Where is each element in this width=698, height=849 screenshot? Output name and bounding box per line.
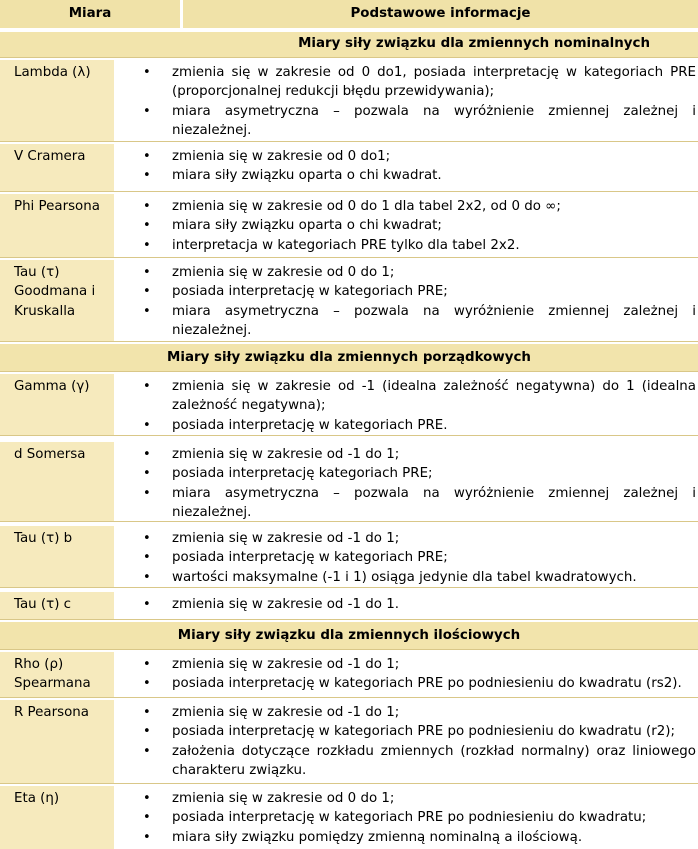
measure-name: Phi Pearsona [0,194,116,257]
table-row [0,700,698,784]
list-item: • zmienia się w zakresie od -1 do 1; [116,655,696,674]
list-item: • miara siły związku pomiędzy zmienną nominalną a ilościową. [116,828,696,847]
table-row [0,144,698,192]
table-row [0,526,698,588]
measure-name: Rho (ρ) Spearmana [0,652,116,697]
list-item: • miara siły związku oparta o chi kwadrat. [116,166,696,185]
list-item: • zmienia się w zakresie od -1 do 1. [116,595,696,614]
section-header: Miary siły związku dla zmiennych ilościowych [0,622,698,650]
list-item: • miara asymetryczna – pozwala na wyróżnienie zmiennej zależnej i niezależnej. [116,484,696,523]
table-row [0,652,698,698]
measure-name: Gamma (γ) [0,374,116,435]
list-item: • posiada interpretację w kategoriach PRE po podniesieniu do kwadratu; [116,808,696,827]
list-item: • zmienia się w zakresie od -1 (idealna zależność negatywna) do 1 (idealna zależność negatywna); [116,377,696,416]
measure-name: Tau (τ) Goodmana i Kruskalla [0,260,116,341]
list-item: • posiada interpretację w kategoriach PRE; [116,548,696,567]
table-row [0,592,698,620]
measure-name: Tau (τ) c [0,592,116,619]
list-item: • wartości maksymalne (-1 i 1) osiąga jedynie dla tabel kwadratowych. [116,568,696,587]
list-item: • posiada interpretację kategoriach PRE; [116,464,696,483]
header-informacje: Podstawowe informacje [183,0,698,28]
table-row [0,60,698,142]
list-item: • posiada interpretację w kategoriach PRE po podniesieniu do kwadratu (rs2). [116,674,696,693]
table-header [0,0,698,30]
list-item: • zmienia się w zakresie od -1 do 1; [116,529,696,548]
table-row [0,260,698,342]
list-item: • zmienia się w zakresie od 0 do1, posiada interpretację w kategoriach PRE (proporcjonalnej redukcji błędu przewidywania); [116,63,696,102]
list-item: • posiada interpretację w kategoriach PRE; [116,282,696,301]
table-row [0,442,698,522]
table-row [0,374,698,436]
section-header: Miary siły związku dla zmiennych nominalnych [0,32,698,58]
measure-name: Tau (τ) b [0,526,116,587]
table-row [0,194,698,258]
list-item: • zmienia się w zakresie od 0 do 1 dla tabel 2x2, od 0 do ∞; [116,197,696,216]
table-row [0,786,698,849]
measure-name: Eta (η) [0,786,116,849]
list-item: • zmienia się w zakresie od -1 do 1; [116,445,696,464]
list-item: • założenia dotyczące rozkładu zmiennych (rozkład normalny) oraz liniowego charakteru związku. [116,742,696,781]
list-item: • zmienia się w zakresie od -1 do 1; [116,703,696,722]
measure-name: Lambda (λ) [0,60,116,141]
list-item: • miara asymetryczna – pozwala na wyróżnienie zmiennej zależnej i niezależnej. [116,302,696,341]
section-header: Miary siły związku dla zmiennych porządkowych [0,344,698,372]
list-item: • interpretacja w kategoriach PRE tylko dla tabel 2x2. [116,236,696,255]
list-item: • miara asymetryczna – pozwala na wyróżnienie zmiennej zależnej i niezależnej. [116,102,696,141]
list-item: • posiada interpretację w kategoriach PRE po podniesieniu do kwadratu (r2); [116,722,696,741]
measure-name: V Cramera [0,144,116,191]
measure-name: R Pearsona [0,700,116,783]
list-item: • zmienia się w zakresie od 0 do1; [116,147,696,166]
list-item: • zmienia się w zakresie od 0 do 1; [116,789,696,808]
header-miara: Miara [0,0,180,28]
list-item: • posiada interpretację w kategoriach PRE. [116,416,696,435]
measure-name: d Somersa [0,442,116,521]
list-item: • zmienia się w zakresie od 0 do 1; [116,263,696,282]
list-item: • miara siły związku oparta o chi kwadrat; [116,216,696,235]
